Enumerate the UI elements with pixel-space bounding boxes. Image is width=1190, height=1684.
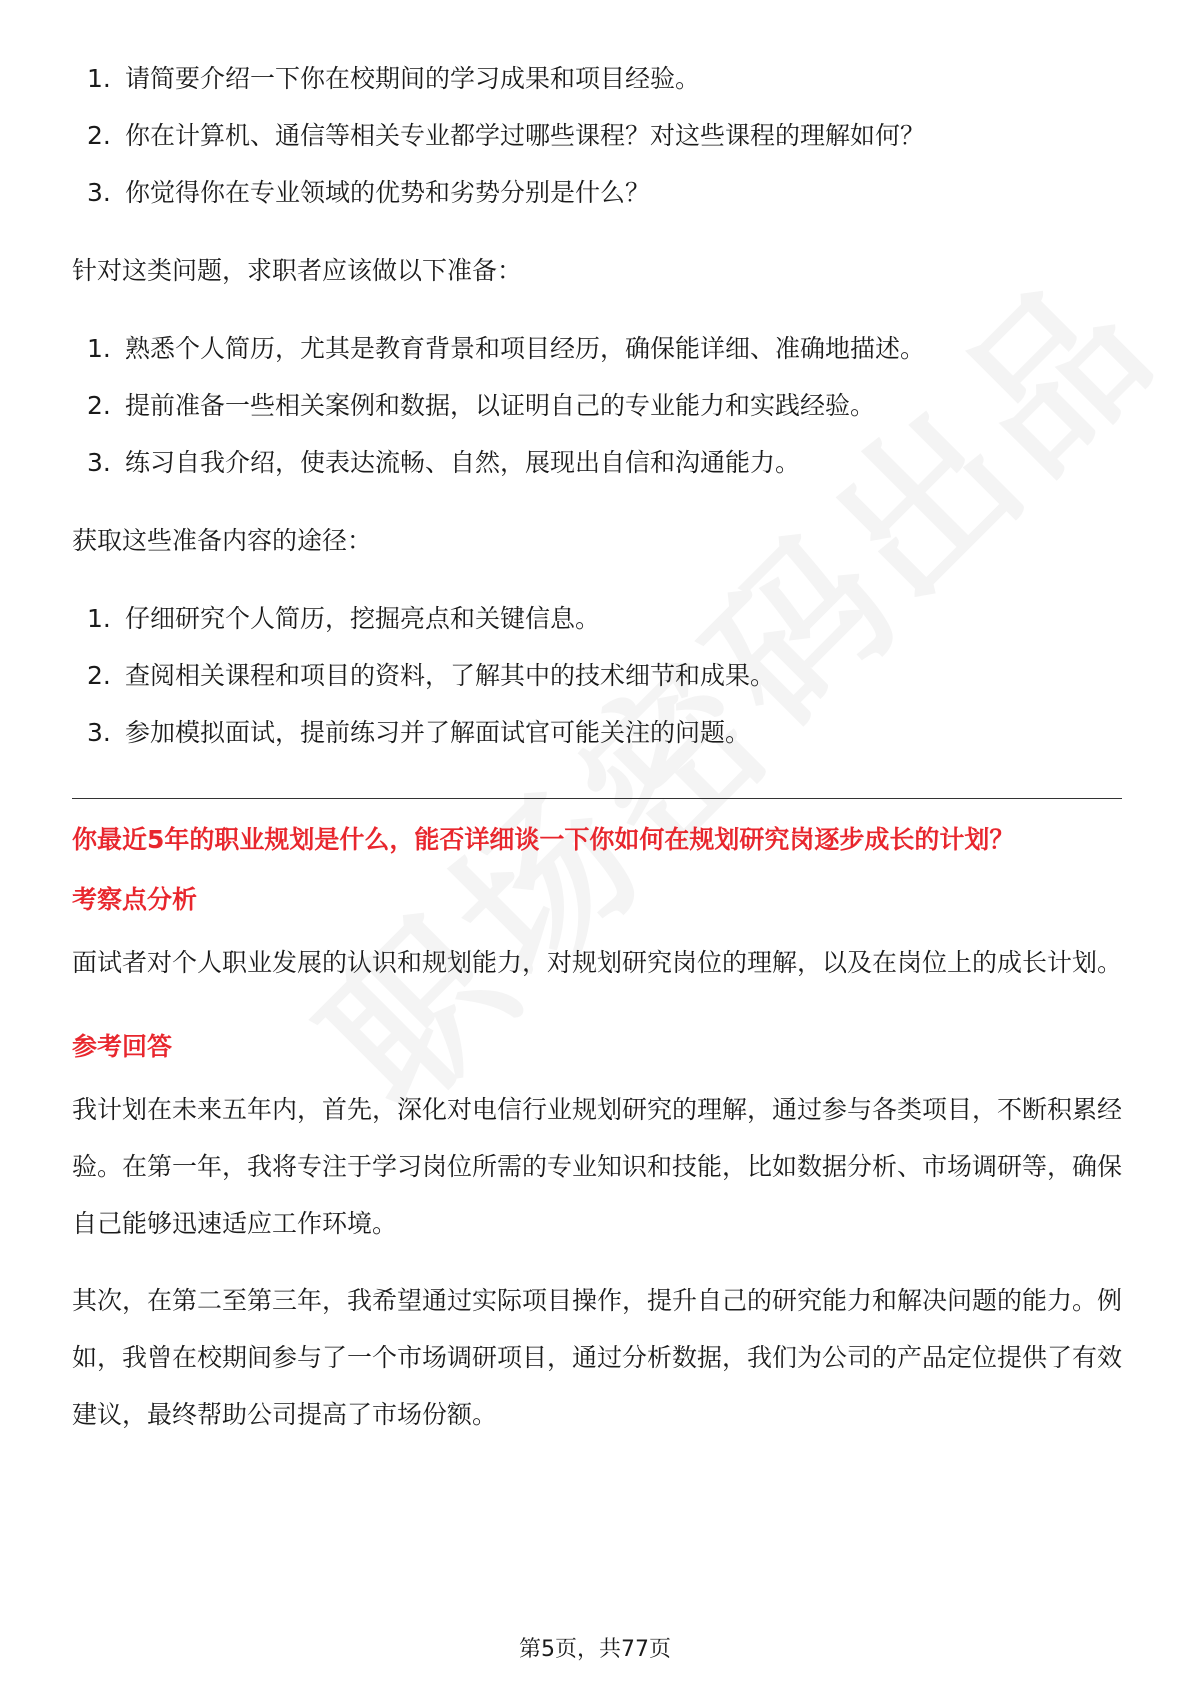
answer-paragraph: 我计划在未来五年内，首先，深化对电信行业规划研究的理解，通过参与各类项目，不断积累经验。在第一年，我将专注于学习岗位所需的专业知识和技能，比如数据分析、市场调研等，确保自己能够迅速适应工作环境。	[72, 1095, 1123, 1238]
list-item: 1. 仔细研究个人简历，挖掘亮点和关键信息。	[72, 590, 1122, 647]
list-number: 2.	[87, 661, 111, 690]
list-number: 1.	[87, 64, 111, 93]
source-intro: 获取这些准备内容的途径：	[72, 526, 373, 555]
list-number: 1.	[87, 604, 111, 633]
section-divider	[72, 798, 1122, 799]
source-item-list	[72, 590, 1122, 761]
list-number: 3.	[87, 178, 111, 207]
list-item: 3. 你觉得你在专业领域的优势和劣势分别是什么？	[72, 164, 1122, 221]
list-item: 2. 查阅相关课程和项目的资料，了解其中的技术细节和成果。	[72, 647, 1122, 704]
list-number: 3.	[87, 718, 111, 747]
answer-heading: 参考回答	[72, 1032, 173, 1061]
analysis-heading: 考察点分析	[72, 885, 198, 914]
page-footer: 第5页，共77页	[519, 1637, 671, 1662]
list-item: 2. 你在计算机、通信等相关专业都学过哪些课程？对这些课程的理解如何？	[72, 107, 1122, 164]
list-item: 3. 练习自我介绍，使表达流畅、自然，展现出自信和沟通能力。	[72, 434, 1122, 491]
page-content	[72, 50, 1122, 1443]
prep-question-list	[72, 50, 1122, 221]
list-item: 3. 参加模拟面试，提前练习并了解面试官可能关注的问题。	[72, 704, 1122, 761]
list-number: 2.	[87, 391, 111, 420]
analysis-text: 面试者对个人职业发展的认识和规划能力，对规划研究岗位的理解，以及在岗位上的成长计划。	[72, 948, 1123, 977]
list-item: 1. 熟悉个人简历，尤其是教育背景和项目经历，确保能详细、准确地描述。	[72, 320, 1122, 377]
interview-question: 你最近5年的职业规划是什么，能否详细谈一下你如何在规划研究岗逐步成长的计划？	[72, 825, 1015, 854]
list-number: 1.	[87, 334, 111, 363]
list-number: 2.	[87, 121, 111, 150]
answer-paragraph: 其次，在第二至第三年，我希望通过实际项目操作，提升自己的研究能力和解决问题的能力。例如，我曾在校期间参与了一个市场调研项目，通过分析数据，我们为公司的产品定位提供了有效建议，最终帮助公司提高了市场份额。	[72, 1286, 1123, 1429]
list-number: 3.	[87, 448, 111, 477]
list-item: 1. 请简要介绍一下你在校期间的学习成果和项目经验。	[72, 50, 1122, 107]
list-item: 2. 提前准备一些相关案例和数据，以证明自己的专业能力和实践经验。	[72, 377, 1122, 434]
prep-intro: 针对这类问题，求职者应该做以下准备：	[72, 256, 523, 285]
prep-item-list	[72, 320, 1122, 491]
